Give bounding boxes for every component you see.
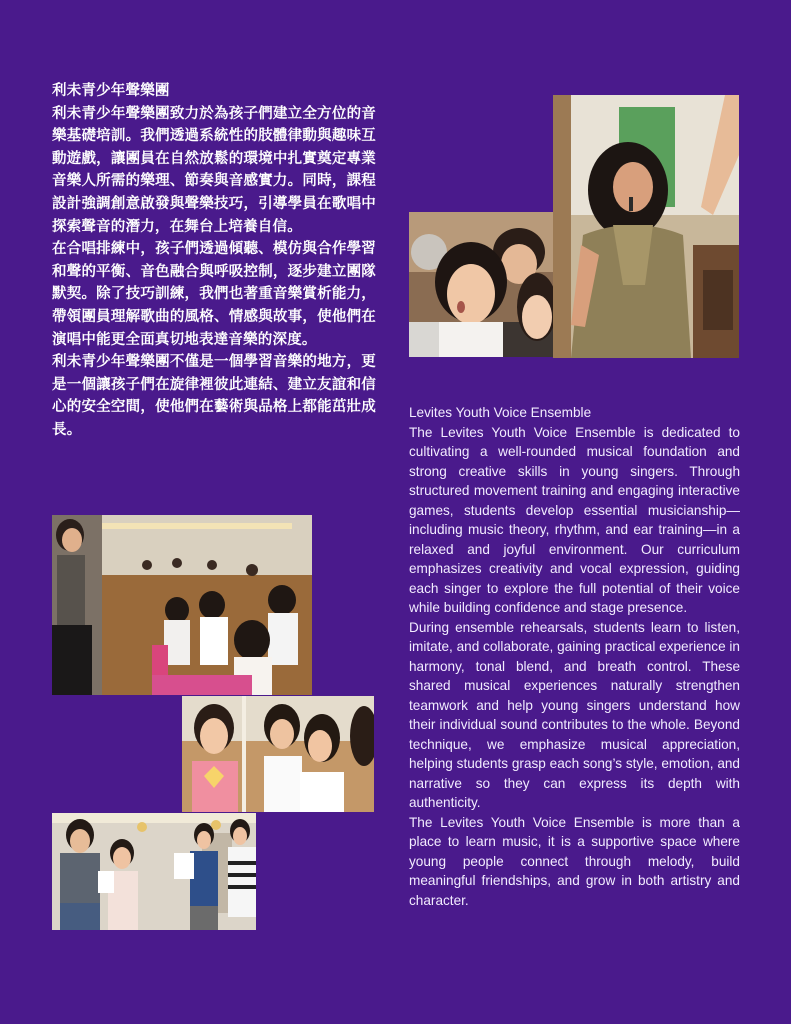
english-paragraph-3: The Levites Youth Voice Ensemble is more than a place to learn music, it is a supportive space where young people connect through melody, build meaningful friendships, and grow in both artistry and character. — [409, 814, 740, 908]
english-text-column — [409, 403, 740, 910]
children-singing-photo — [409, 212, 554, 357]
chinese-paragraph-3: 利未青少年聲樂團不僅是一個學習音樂的地方，更是一個讓孩子們在旋律裡彼此連結、建立友誼和信心的安全空間，使他們在藝術與品格上都能茁壯成長。 — [52, 354, 376, 438]
teacher-with-students-photo — [52, 813, 256, 930]
children-singing-image — [409, 212, 554, 357]
english-paragraph-1: The Levites Youth Voice Ensemble is dedicated to cultivating a well-rounded musical foundation and strong creative skills in young singers. Through structured movement training and engaging interactive games, students develop essential musicianship—including music theory, rhythm, and ear training—in a relaxed and joyful environment. Our curriculum emphasizes creativity and vocal expression, guiding each singer to explore the full potential of their voice while building confidence and stage presence. — [409, 424, 740, 615]
rehearsal-room-image — [52, 515, 312, 695]
girls-singing-image — [182, 696, 374, 812]
performer-singing-image — [553, 95, 739, 358]
chinese-text-column — [52, 80, 376, 442]
chinese-paragraph-2: 在合唱排練中，孩子們透過傾聽、模仿與合作學習和聲的平衡、音色融合與呼吸控制，逐步建立團隊默契。除了技巧訓練，我們也著重音樂賞析能力，帶領團員理解歌曲的風格、情感與故事，使他們在演唱中能更全面真切地表達音樂的深度。 — [52, 241, 376, 348]
rehearsal-room-photo — [52, 515, 312, 695]
chinese-paragraph-1: 利未青少年聲樂團致力於為孩子們建立全方位的音樂基礎培訓。我們透過系統性的肢體律動與趣味互動遊戲，讓團員在自然放鬆的環境中扎實奠定專業音樂人所需的樂理、節奏與音感實力。同時，課程設計強調創意啟發與聲樂技巧，引導學員在歌唱中探索聲音的潛力，在舞台上培養自信。 — [52, 105, 376, 235]
teacher-with-students-image — [52, 813, 256, 930]
english-title: Levites Youth Voice Ensemble — [409, 405, 592, 420]
performer-singing-photo — [553, 95, 739, 358]
english-paragraph-2: During ensemble rehearsals, students learn to listen, imitate, and collaborate, gaining practical experience in harmony, tonal blend, and breath control. These shared musical experiences naturally strengthen teamwork and help young singers understand how their individual sound contributes to the whole. Beyond technique, we emphasize musical appreciation, helping students grasp each song’s style, emotion, and narrative so they can express its depth with authenticity. — [409, 619, 740, 810]
girls-singing-photo — [182, 696, 374, 812]
chinese-title: 利未青少年聲樂團 — [52, 83, 170, 99]
